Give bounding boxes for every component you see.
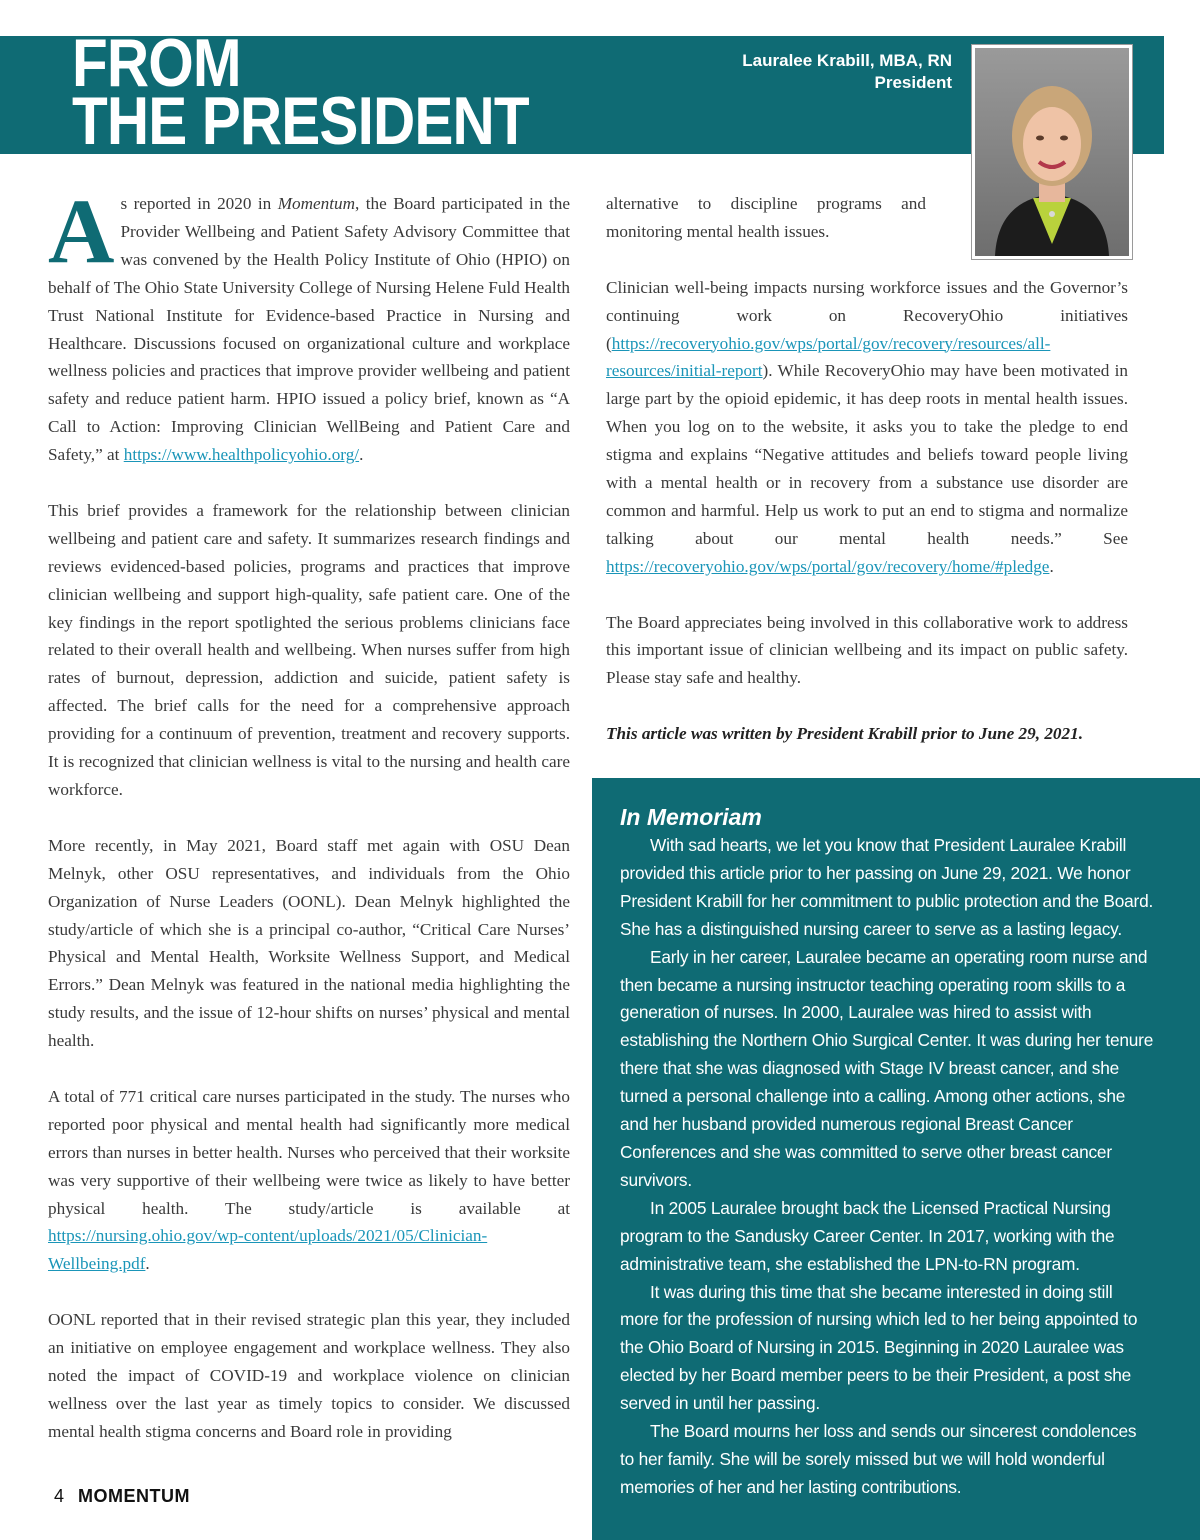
left-paragraph-4 <box>48 1083 570 1278</box>
right-paragraph-1: alternative to discipline programs and monitoring mental health issues. <box>606 194 926 241</box>
right-paragraph-3: The Board appreciates being involved in this collaborative work to address this important issue of clinician wellbeing and its impact on public safety. Please stay safe and healthy. <box>606 612 1128 688</box>
memoriam-paragraph-5: The Board mourns her loss and sends our sincerest condolences to her family. She will be sorely missed but we will hold wonderful memories of her and her lasting contributions. <box>620 1421 1137 1497</box>
page-number: 4 <box>54 1486 65 1506</box>
text-run: Clinician well-being impacts nursing workforce issues and the Governor’s continuing work on RecoveryOhio initiatives ( <box>606 277 1128 353</box>
left-column <box>48 180 570 1474</box>
text-run: , the Board participated in the Provider Wellbeing and Patient Safety Advisory Committee that was convened by the Health Policy Institute of Ohio (HPIO) on behalf of The Ohio State University College of Nursing Helene Fuld Health Trust National Institute for Evidence-based Practice in Nursing and Healthcare. Discussions focused on organizational culture and workplace wellness policies and practices that improve provider wellbeing and patient safety and reduce patient harm. HPIO issued a policy brief, known as “A Call to Action: Improving Clinician WellBeing and Patient Care and Safety,” at <box>48 194 570 465</box>
recoveryohio-report-link[interactable]: https://recoveryohio.gov/wps/portal/gov/recovery/resources/all-resources/initial-report <box>606 333 1051 381</box>
recoveryohio-pledge-link[interactable]: https://recoveryohio.gov/wps/portal/gov/recovery/home/#pledge <box>606 556 1050 576</box>
right-paragraph-2 <box>606 274 1128 581</box>
author-note: This article was written by President Krabill prior to June 29, 2021. <box>606 724 1083 744</box>
hpio-link[interactable]: https://www.healthpolicyohio.org/ <box>123 445 360 465</box>
text-run: ). While RecoveryOhio may have been motivated in large part by the opioid epidemic, it has deep roots in mental health issues. When you log on to the website, it asks you to take the pledge to end stigma and explains “Negative attitudes and beliefs toward people living with a mental health or in recovery from a substance use disorder are common and harmful. Help us work to put an end to stigma and normalize talking about our mental health needs.” See <box>606 361 1128 548</box>
left-paragraph-1 <box>48 180 570 469</box>
right-column <box>606 190 1128 776</box>
memoriam-paragraph-1: With sad hearts, we let you know that President Lauralee Krabill provided this article prior to her passing on June 29, 2021. We honor President Krabill for her commitment to public protection and the Board. She has a distinguished nursing career to serve as a lasting legacy. <box>620 835 1154 939</box>
text-run: . <box>145 1254 150 1274</box>
text-run: s reported in 2020 in <box>120 194 278 213</box>
author-title: President <box>874 73 952 92</box>
page-footer <box>54 1486 190 1507</box>
magazine-name-italic: Momentum <box>277 194 356 213</box>
author-byline <box>742 50 952 94</box>
memoriam-paragraph-3: In 2005 Lauralee brought back the Licensed Practical Nursing program to the Sandusky Career Center. In 2017, working with the administrative team, she established the LPN-to-RN program. <box>620 1197 1115 1274</box>
left-paragraph-5: OONL reported that in their revised strategic plan this year, they included an initiative on employee engagement and workplace wellness. They also noted the impact of COVID-19 and workplace violence on clinician wellness over the last year as timely topics to consider. We discussed mental health stigma concerns and Board role in providing <box>48 1310 570 1441</box>
author-name: Lauralee Krabill, MBA, RN <box>742 51 952 70</box>
text-run: . <box>1049 556 1054 576</box>
left-paragraph-2: This brief provides a framework for the relationship between clinician wellbeing and patient care and safety. It summarizes research findings and reviews evidenced-based policies, programs and practices that improve clinician wellbeing and support high-quality, safe patient care. One of the key findings in the report spotlighted the serious problems clinicians face related to their overall health and wellbeing. When nurses suffer from high rates of burnout, depression, addiction and suicide, patient safety is affected. The brief calls for the need for a comprehensive approach providing for a continuum of prevention, treatment and recovery supports. It is recognized that clinician wellness is vital to the nursing and health care workforce. <box>48 500 570 800</box>
magazine-name: MOMENTUM <box>78 1486 190 1506</box>
title-line-1: FROM <box>72 25 241 101</box>
page-title <box>72 25 529 159</box>
memoriam-paragraph-4: It was during this time that she became interested in doing still more for the profession of nursing which led to her being appointed to the Ohio Board of Nursing in 2015. Beginning in 2020 Lauralee was elected by her Board member peers to be their President, a post she served in until her passing. <box>620 1281 1138 1414</box>
memoriam-content <box>620 802 1154 1502</box>
memoriam-paragraph-2: Early in her career, Lauralee became an operating room nurse and then became a nursing instructor teaching operating room skills to a generation of nurses. In 2000, Lauralee was hired to assist with establishing the Northern Ohio Surgical Center. It was during her tenure there that she was diagnosed with Stage IV breast cancer, and she turned a personal challenge into a calling. Among other actions, she and her husband provided numerous regional Breast Cancer Conferences and she was committed to serve other breast cancer survivors. <box>620 946 1154 1190</box>
in-memoriam-box <box>592 778 1200 1540</box>
memoriam-title: In Memoriam <box>620 804 762 830</box>
text-run: A total of 771 critical care nurses participated in the study. The nurses who reported poor physical and mental health had significantly more medical errors than nurses in better health. Nurses who perceived that their worksite was very supportive of their wellbeing were twice as likely to have better physical health. The study/article is available at <box>48 1086 570 1218</box>
left-paragraph-3: More recently, in May 2021, Board staff met again with OSU Dean Melnyk, other OSU representatives, and individuals from the Ohio Organization of Nurse Leaders (OONL). Dean Melnyk highlighted the study/article of which she is a principal co-author, “Critical Care Nurses’ Physical and Mental Health, Worksite Wellness Support, and Medical Errors.” Dean Melnyk was featured in the national media highlighting the study results, and the issue of 12-hour shifts on nurses’ physical and mental health. <box>48 835 570 1051</box>
study-pdf-link[interactable]: https://nursing.ohio.gov/wp-content/uploads/2021/05/Clinician-Wellbeing.pdf <box>48 1226 488 1274</box>
drop-cap: A <box>48 180 115 282</box>
title-line-2: THE PRESIDENT <box>72 83 529 159</box>
text-run: . <box>359 445 364 465</box>
